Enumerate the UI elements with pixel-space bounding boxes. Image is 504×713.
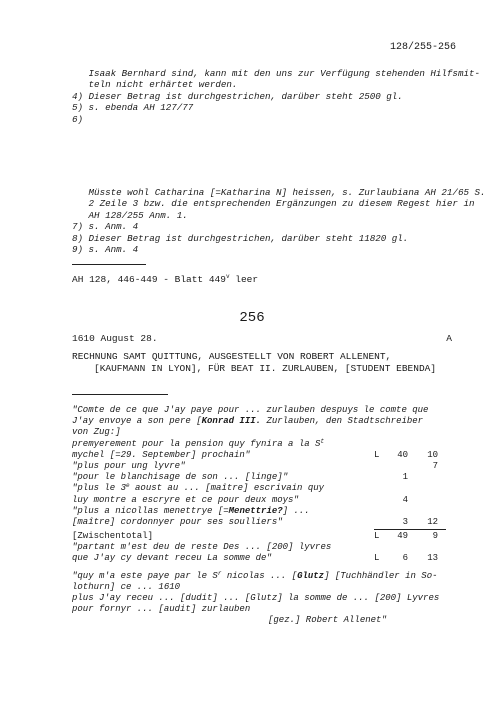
row-text: plus J'ay receu ... [dudit] ... [Glutz] la somme de ... [200] Lyvres bbox=[72, 593, 440, 603]
amount-livres: 4 bbox=[402, 494, 408, 505]
account-row bbox=[72, 571, 446, 582]
title-line: [KAUFMANN IN LYON], FÜR BEAT II. ZURLAUBEN, [STUDENT EBENDA] bbox=[94, 362, 437, 374]
currency-cell: L bbox=[374, 553, 380, 564]
footnote-line: 7) s. Anm. 4 bbox=[72, 221, 139, 233]
account-row bbox=[72, 405, 446, 416]
row-text: von Zug:] bbox=[72, 427, 121, 438]
amount-sols: 13 bbox=[427, 553, 438, 564]
footnote-line: 8) Dieser Betrag ist durchgestrichen, darüber steht 11820 gl. bbox=[72, 232, 409, 244]
amount-livres: 49 bbox=[397, 531, 408, 542]
account-row bbox=[72, 416, 446, 427]
title-rule bbox=[72, 394, 168, 395]
row-text: pour fornyr ... [audit] zurlauben bbox=[72, 604, 251, 615]
footnotes-top bbox=[72, 68, 480, 125]
footnote-line: 9) s. Anm. 4 bbox=[72, 244, 139, 256]
account-row bbox=[72, 483, 446, 494]
row-text: [maître] cordonnyer pour ses soulliers" bbox=[72, 516, 283, 527]
amount-livres: 3 bbox=[402, 516, 408, 527]
document-number: 256 bbox=[239, 310, 265, 326]
row-text: "Comte de ce que J'ay paye pour ... zurlauben despuys le comte que bbox=[72, 405, 429, 415]
currency-cell: L bbox=[374, 531, 380, 542]
footnote-line: 2 Zeile 3 bzw. die entsprechenden Ergänzungen zu diesem Regest hier in bbox=[72, 198, 475, 210]
blatt-sup: v bbox=[225, 273, 230, 280]
amount-sols: 7 bbox=[432, 460, 438, 471]
row-text: "partant m'est deu de reste Des ... [200] lyvres bbox=[72, 542, 332, 553]
amount-livres: 6 bbox=[402, 553, 408, 564]
document-title bbox=[72, 351, 462, 374]
amount-sols: 10 bbox=[427, 449, 438, 460]
currency-cell: L bbox=[374, 449, 380, 460]
row-text: "pour le blanchisage de son ... [linge]" bbox=[72, 472, 289, 483]
footnotes-bottom bbox=[72, 187, 486, 256]
account-row bbox=[72, 531, 446, 542]
account-body bbox=[72, 405, 446, 627]
row-text: J'ay envoye a son pere [Konrad III. Zurlauben, den Stadtschreiber bbox=[72, 416, 424, 427]
account-row bbox=[72, 450, 446, 461]
account-row bbox=[72, 593, 446, 604]
footnote-line: teln nicht erhärtet werden. bbox=[72, 79, 238, 91]
blatt-suffix: leer bbox=[229, 274, 259, 285]
footnote-line: 6) bbox=[72, 113, 84, 125]
footnote-line: 5) s. ebenda AH 127/77 bbox=[72, 102, 194, 114]
account-row bbox=[72, 506, 446, 517]
separator-rule bbox=[72, 264, 146, 265]
signature-row bbox=[72, 615, 446, 626]
subtotal-rule bbox=[374, 529, 446, 530]
document-letter: A bbox=[446, 333, 452, 344]
row-text: lothurn] ce ... 1610 bbox=[72, 581, 181, 592]
footnote-line: Müsste wohl Catharina [=Katharina N] heissen, s. Zurlaubiana AH 21/65 S. bbox=[72, 187, 486, 198]
row-text: "plus a nicollas menettrye [=Menettrie?] ... bbox=[72, 505, 310, 516]
account-row bbox=[72, 553, 446, 564]
footnote-line: 4) Dieser Betrag ist durchgestrichen, darüber steht 2500 gl. bbox=[72, 90, 403, 102]
blatt-reference bbox=[72, 274, 258, 285]
amount-livres: 1 bbox=[402, 472, 408, 483]
row-text: que J'ay cy devant receu La somme de" bbox=[72, 553, 272, 564]
amount-livres: 40 bbox=[397, 449, 408, 460]
page-reference: 128/255-256 bbox=[389, 42, 456, 53]
account-row bbox=[72, 439, 446, 450]
row-text: luy montre a escryre et ce pour deux moys" bbox=[72, 494, 299, 505]
account-row bbox=[72, 582, 446, 593]
title-line: RECHNUNG SAMT QUITTUNG, AUSGESTELLT VON ROBERT ALLENENT, bbox=[72, 351, 392, 362]
footnote-line: AH 128/255 Anm. 1. bbox=[72, 209, 188, 221]
row-text: mychel [=29. September] prochain" bbox=[72, 449, 251, 460]
row-text: "plus pour ung lyvre" bbox=[72, 460, 186, 471]
account-row bbox=[72, 542, 446, 553]
row-text: "quy m'a este paye par le $S^r$ nicolas ... [Glutz] [Tuchhändler in So- bbox=[72, 569, 438, 581]
account-row bbox=[72, 427, 446, 438]
amount-sols: 9 bbox=[432, 531, 438, 542]
document-date: 1610 August 28. bbox=[72, 333, 158, 344]
row-text: [Zwischentotal] bbox=[72, 531, 154, 542]
account-row bbox=[72, 517, 446, 528]
account-row bbox=[72, 604, 446, 615]
account-row bbox=[72, 495, 446, 506]
account-row bbox=[72, 461, 446, 472]
signature-text: [gez.] Robert Allenet" bbox=[268, 615, 387, 626]
footnote-line: Isaak Bernhard sind, kann mit den uns zur Verfügung stehenden Hilfsmit- bbox=[72, 68, 480, 79]
blatt-text: AH 128, 446-449 - Blatt 449 bbox=[72, 274, 226, 285]
row-text: premyerement pour la pension quy fynira a la $S^t$ bbox=[72, 437, 325, 449]
row-text: "plus le 3e aoust au ... [maître] escrivain quy bbox=[72, 482, 325, 494]
amount-sols: 12 bbox=[427, 516, 438, 527]
